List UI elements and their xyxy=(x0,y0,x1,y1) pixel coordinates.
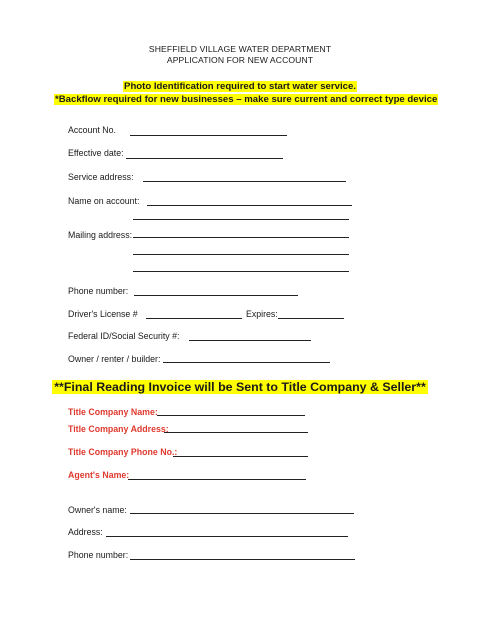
owner-renter-builder-label: Owner / renter / builder: xyxy=(68,354,161,364)
expires-line[interactable] xyxy=(278,318,344,319)
owner-renter-builder-line[interactable] xyxy=(163,362,330,363)
backflow-notice: *Backflow required for new businesses – make sure current and correct type device xyxy=(55,94,438,105)
federal-id-label: Federal ID/Social Security #: xyxy=(68,331,180,341)
mailing-address-label: Mailing address: xyxy=(68,230,133,240)
owner-address-line[interactable] xyxy=(106,536,348,537)
name-on-account-line-2[interactable] xyxy=(133,219,349,220)
backflow-notice-row xyxy=(54,89,438,107)
drivers-license-label: Driver's License # xyxy=(68,309,138,319)
title-company-address-line[interactable] xyxy=(164,432,308,433)
name-on-account-line[interactable] xyxy=(147,205,352,206)
final-reading-notice-row xyxy=(0,378,480,396)
drivers-license-line[interactable] xyxy=(146,318,242,319)
agent-name-line[interactable] xyxy=(128,479,306,480)
service-address-line[interactable] xyxy=(143,181,346,182)
phone-number-label: Phone number: xyxy=(68,286,129,296)
name-on-account-label: Name on account: xyxy=(68,196,140,206)
mailing-address-line-2[interactable] xyxy=(133,254,349,255)
owner-phone-line[interactable] xyxy=(130,559,355,560)
owner-name-line[interactable] xyxy=(130,513,354,514)
owner-address-label: Address: xyxy=(68,527,103,537)
title-company-address-label: Title Company Address: xyxy=(68,424,169,434)
expires-label: Expires: xyxy=(246,309,278,319)
form-title: APPLICATION FOR NEW ACCOUNT xyxy=(166,55,314,65)
mailing-address-line-3[interactable] xyxy=(133,271,349,272)
phone-number-line[interactable] xyxy=(134,295,298,296)
effective-date-label: Effective date: xyxy=(68,148,124,158)
final-reading-notice: **Final Reading Invoice will be Sent to Title Company & Seller** xyxy=(54,380,426,394)
service-address-label: Service address: xyxy=(68,172,134,182)
mailing-address-line-1[interactable] xyxy=(133,237,349,238)
title-company-name-line[interactable] xyxy=(157,415,305,416)
title-company-name-label: Title Company Name: xyxy=(68,407,158,417)
title-company-phone-line[interactable] xyxy=(173,456,308,457)
account-no-label: Account No. xyxy=(68,125,116,135)
agent-name-label: Agent's Name: xyxy=(68,470,130,480)
photo-id-notice: Photo Identification required to start water service. xyxy=(124,81,356,92)
account-no-line[interactable] xyxy=(130,135,287,136)
owner-phone-label: Phone number: xyxy=(68,550,129,560)
federal-id-line[interactable] xyxy=(189,340,311,341)
department-title: SHEFFIELD VILLAGE WATER DEPARTMENT xyxy=(148,44,332,54)
owner-name-label: Owner's name: xyxy=(68,505,127,515)
effective-date-line[interactable] xyxy=(126,158,283,159)
title-company-phone-label: Title Company Phone No.: xyxy=(68,447,178,457)
